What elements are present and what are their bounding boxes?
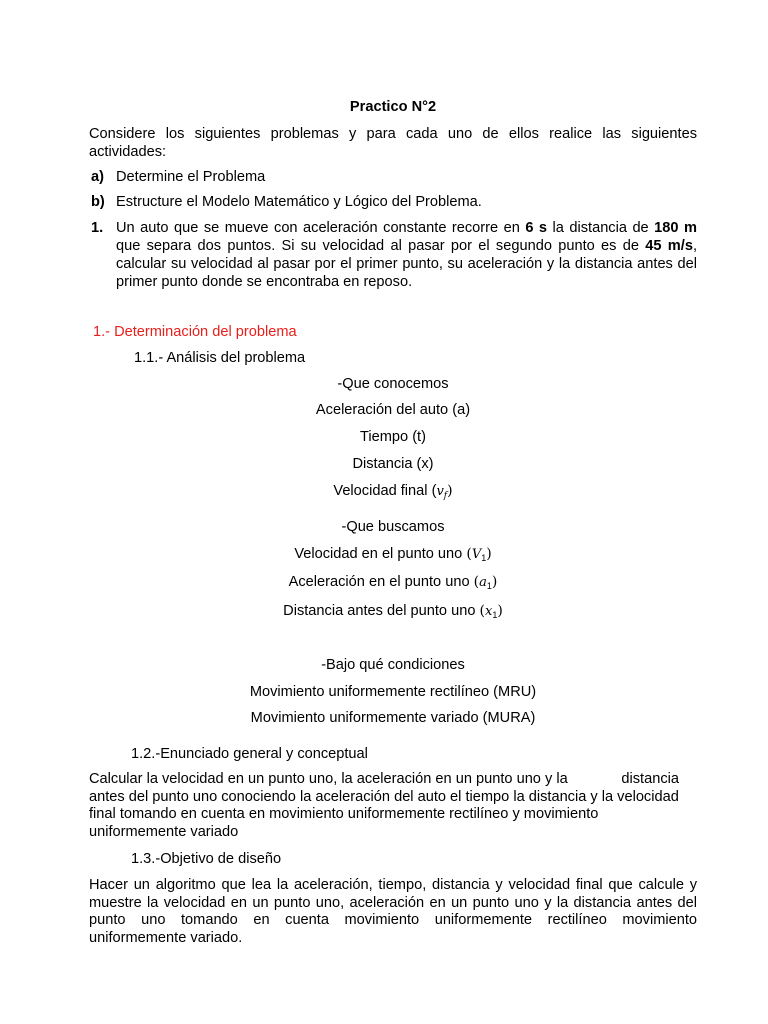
known-heading: -Que conocemos xyxy=(337,376,449,392)
intro-paragraph: Considere los siguientes problemas y para cada uno de ellos realice las siguientes actividades: xyxy=(89,126,697,160)
conditions-heading: -Bajo qué condiciones xyxy=(321,657,465,673)
known-item-final-velocity: Velocidad final $(v_f)$ xyxy=(333,483,453,501)
item-label: b) xyxy=(91,194,105,210)
problem-item-1 xyxy=(91,219,697,291)
problem-label: 1. xyxy=(91,220,104,236)
objective-heading: 1.3.-Objetivo de diseño xyxy=(131,851,282,867)
problem-text: Un auto que se mueve con aceleración constante recorre en 6 s la distancia de 180 m que separa dos puntos. Si su velocidad al pasar por el segundo punto es de 45 m/s, calcular su velocidad al pasar por el primer punto, su aceleración y la distancia antes del primer punto donde se encontraba en reposo. xyxy=(116,220,697,290)
page-title: Practico N°2 xyxy=(349,99,437,115)
activity-item-b xyxy=(91,193,697,211)
statement-heading: 1.2.-Enunciado general y conceptual xyxy=(131,746,368,762)
known-item: Tiempo (t) xyxy=(360,429,426,445)
known-item: Distancia (x) xyxy=(352,456,434,472)
item-text: Determine el Problema xyxy=(116,169,266,185)
objective-paragraph: Hacer un algoritmo que lea la aceleración, tiempo, distancia y velocidad final que calcule y muestre la velocidad en un punto uno, aceleración en un punto uno y la distancia antes del punto uno tomando en cuenta movimiento uniformemente rectilíneo movimiento uniformemente variado. xyxy=(89,877,697,946)
seek-heading: -Que buscamos xyxy=(341,519,445,535)
seek-item: Velocidad en el punto uno $(V_1)$ xyxy=(294,546,492,563)
item-text: Estructure el Modelo Matemático y Lógico del Problema. xyxy=(116,194,482,210)
activity-item-a xyxy=(91,168,697,186)
condition-item: Movimiento uniformemente rectilíneo (MRU) xyxy=(249,684,537,700)
known-item: Aceleración del auto (a) xyxy=(315,402,471,418)
statement-paragraph: Calcular la velocidad en un punto uno, la aceleración en un punto uno y la distancia antes del punto uno conociendo la aceleración del auto el tiempo la distancia y la velocidad final tomando en cuenta en movimiento uniformemente rectilíneo y movimiento uniformemente variado xyxy=(89,771,679,840)
item-label: a) xyxy=(91,169,104,185)
analysis-heading: 1.1.- Análisis del problema xyxy=(134,350,306,366)
section-heading-determination: 1.- Determinación del problema xyxy=(93,324,297,340)
seek-item: Distancia antes del punto uno $(x_1)$ xyxy=(283,603,503,620)
seek-item: Aceleración en el punto uno $(a_1)$ xyxy=(288,574,498,591)
condition-item: Movimiento uniformemente variado (MURA) xyxy=(250,710,536,726)
